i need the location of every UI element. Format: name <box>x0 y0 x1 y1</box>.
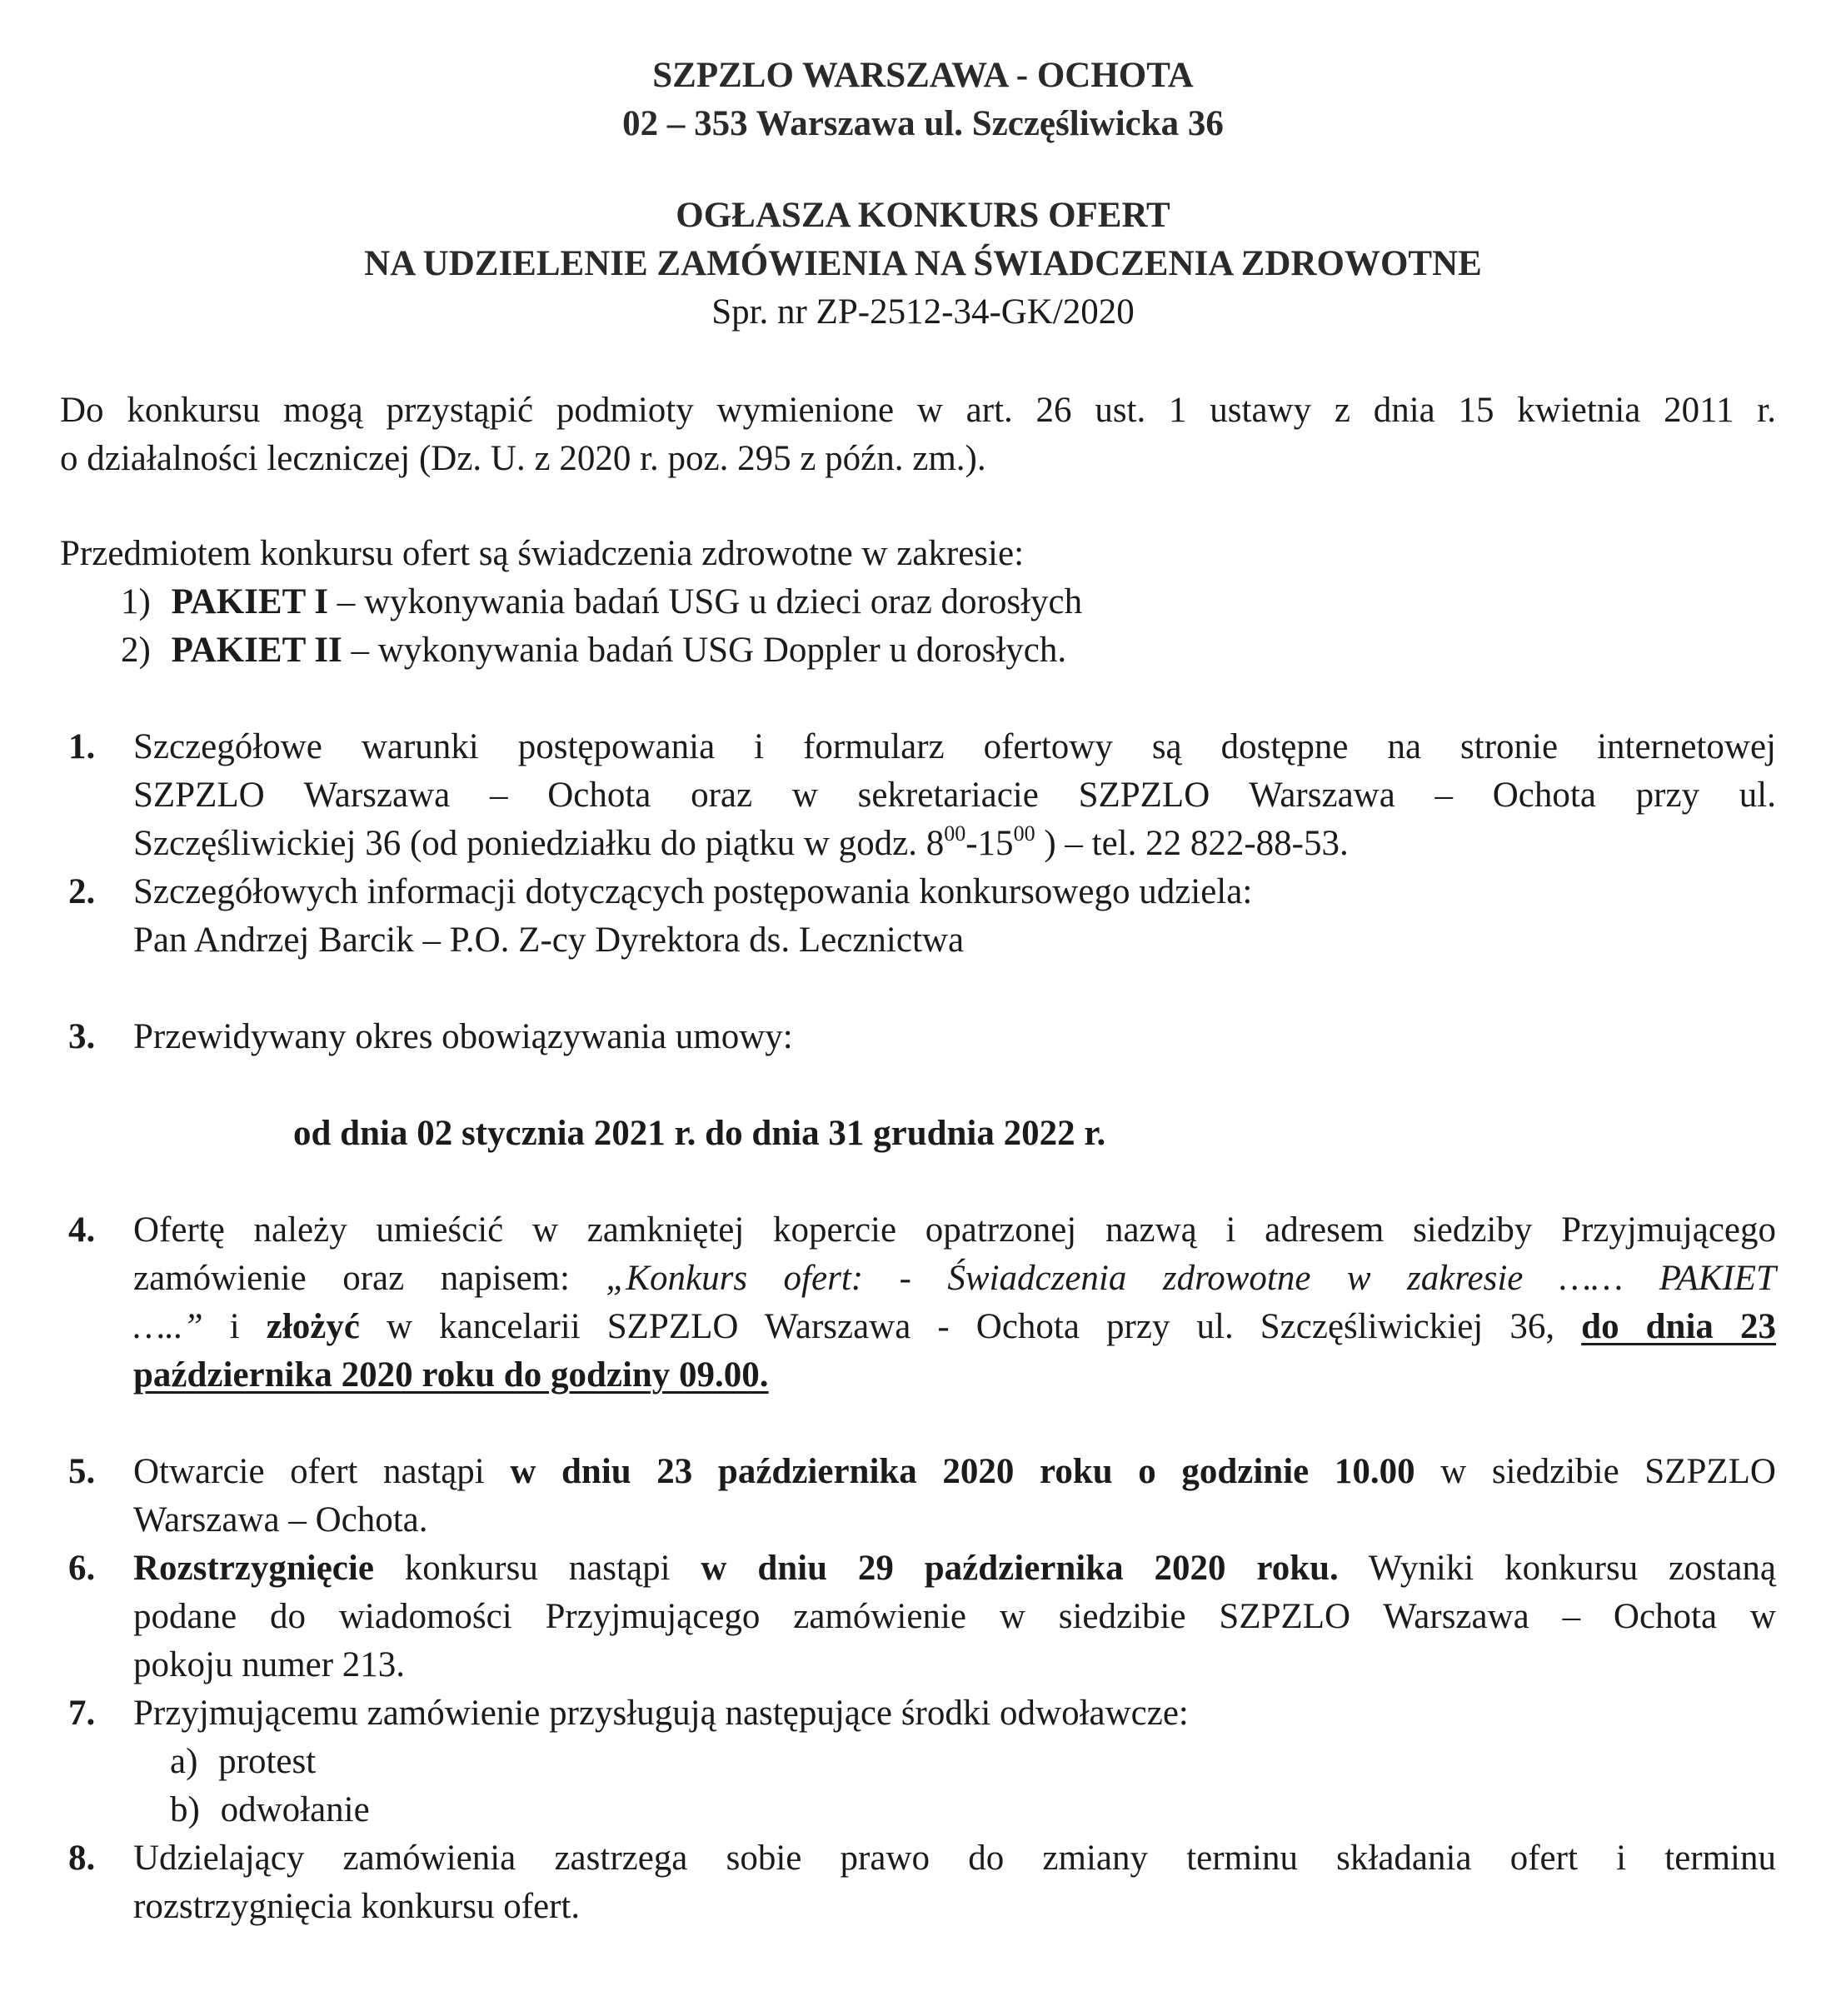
item-1-line-2: SZPZLO Warszawa – Ochota oraz w sekretariacie SZPZLO Warszawa – Ochota przy ul. <box>133 776 1776 815</box>
hours-text: Szczęśliwickiej 36 (od poniedziałku do piątku w godz. 8 <box>133 824 945 863</box>
item-2-line-1: Szczegółowych informacji dotyczących postępowania konkursowego udziela: <box>133 872 1253 911</box>
text-span: zamówienie oraz napisem: <box>133 1259 606 1298</box>
item-5-line-1 <box>133 1448 1776 1496</box>
text-span: Wyniki konkursu zostaną <box>1338 1549 1776 1588</box>
announcement-title-line-2: NA UDZIELENIE ZAMÓWIENIA NA ŚWIADCZENIA ZDROWOTNE <box>364 244 1482 283</box>
item-8-line-1: Udzielający zamówienia zastrzega sobie prawo do zmiany terminu składania ofert i terminu <box>133 1839 1776 1878</box>
envelope-inscription: „Konkurs ofert: - Świadczenia zdrowotne w zakresie …… PAKIET <box>606 1259 1776 1298</box>
item-6-line-2: podane do wiadomości Przyjmującego zamówienie w siedzibie SZPZLO Warszawa – Ochota w <box>133 1597 1776 1636</box>
option-marker: b) <box>170 1790 200 1829</box>
text-span: i <box>202 1307 267 1346</box>
text-span: w siedzibie SZPZLO <box>1414 1452 1776 1491</box>
appeal-option-a <box>170 1738 316 1786</box>
package-item-1 <box>121 578 1082 626</box>
item-7-line-1: Przyjmującemu zamówienie przysługują następujące środki odwoławcze: <box>133 1694 1189 1733</box>
item-number: 5. <box>68 1452 96 1491</box>
subject-lead: Przedmiotem konkursu ofert są świadczenia zdrowotne w zakresie: <box>60 534 1025 573</box>
deadline-text: do dnia 23 <box>1581 1307 1776 1346</box>
item-5-line-2: Warszawa – Ochota. <box>133 1500 428 1539</box>
option-text: protest <box>218 1742 317 1781</box>
item-4-line-1: Ofertę należy umieścić w zamkniętej kopercie opatrzonej nazwą i adresem siedziby Przyjmującego <box>133 1210 1776 1250</box>
intro-line-1: Do konkursu mogą przystąpić podmioty wymienione w art. 26 ust. 1 ustawy z dnia 15 kwietnia 2011 r. <box>60 391 1776 430</box>
item-number: 8. <box>68 1839 96 1878</box>
text-span: konkursu nastąpi <box>373 1549 701 1588</box>
item-number: 2. <box>68 872 96 911</box>
announcement-title-line-1: OGŁASZA KONKURS OFERT <box>676 196 1170 235</box>
package-marker: 1) <box>121 582 151 621</box>
item-6-line-1 <box>133 1544 1776 1593</box>
item-4-deadline: października 2020 roku do godziny 09.00. <box>133 1355 769 1395</box>
text-span: Otwarcie ofert nastąpi <box>133 1452 511 1491</box>
resolution-word: Rozstrzygnięcie <box>133 1549 374 1588</box>
text-span: w kancelarii SZPZLO Warszawa - Ochota przy ul. Szczęśliwickiej 36, <box>359 1307 1582 1346</box>
item-4-line-3 <box>133 1303 1776 1351</box>
envelope-inscription-end: …..” <box>133 1307 203 1346</box>
hours-text: -15 <box>965 824 1014 863</box>
item-1-line-1: Szczegółowe warunki postępowania i formularz ofertowy są dostępne na stronie internetowej <box>133 727 1776 766</box>
org-name: SZPZLO WARSZAWA - OCHOTA <box>652 56 1194 95</box>
package-desc: – wykonywania badań USG u dzieci oraz dorosłych <box>327 582 1083 621</box>
item-number: 3. <box>68 1017 96 1056</box>
case-number: Spr. nr ZP-2512-34-GK/2020 <box>711 292 1135 332</box>
item-1-line-3 <box>133 820 1776 868</box>
opening-date: w dniu 23 października 2020 roku o godzinie 10.00 <box>510 1452 1415 1491</box>
item-number: 4. <box>68 1210 96 1250</box>
item-number: 6. <box>68 1549 96 1588</box>
option-marker: a) <box>170 1742 198 1781</box>
package-marker: 2) <box>121 631 151 670</box>
package-name: PAKIET II <box>171 631 342 670</box>
item-number: 1. <box>68 727 96 766</box>
package-desc: – wykonywania badań USG Doppler u dorosłych. <box>342 631 1067 670</box>
phone-text: ) – tel. 22 822-88-53. <box>1035 824 1349 863</box>
org-address: 02 – 353 Warszawa ul. Szczęśliwicka 36 <box>622 104 1224 143</box>
package-item-2 <box>121 626 1066 675</box>
item-2-line-2: Pan Andrzej Barcik – P.O. Z-cy Dyrektora ds. Lecznictwa <box>133 921 965 960</box>
resolution-date: w dniu 29 października 2020 roku. <box>701 1549 1339 1588</box>
package-name: PAKIET I <box>171 582 328 621</box>
item-number: 7. <box>68 1694 96 1733</box>
hours-superscript: 00 <box>944 821 966 846</box>
item-4-line-2 <box>133 1255 1776 1303</box>
appeal-option-b <box>170 1786 370 1834</box>
item-8-line-2: rozstrzygnięcia konkursu ofert. <box>133 1887 581 1926</box>
item-6-line-3: pokoju numer 213. <box>133 1645 406 1684</box>
intro-line-2: o działalności leczniczej (Dz. U. z 2020 r. poz. 295 z późn. zm.). <box>60 439 986 478</box>
item-3-line-1: Przewidywany okres obowiązywania umowy: <box>133 1017 793 1056</box>
submit-word: złożyć <box>266 1307 360 1346</box>
hours-superscript: 00 <box>1013 821 1035 846</box>
contract-period: od dnia 02 stycznia 2021 r. do dnia 31 grudnia 2022 r. <box>293 1114 1106 1153</box>
option-text: odwołanie <box>220 1790 370 1829</box>
